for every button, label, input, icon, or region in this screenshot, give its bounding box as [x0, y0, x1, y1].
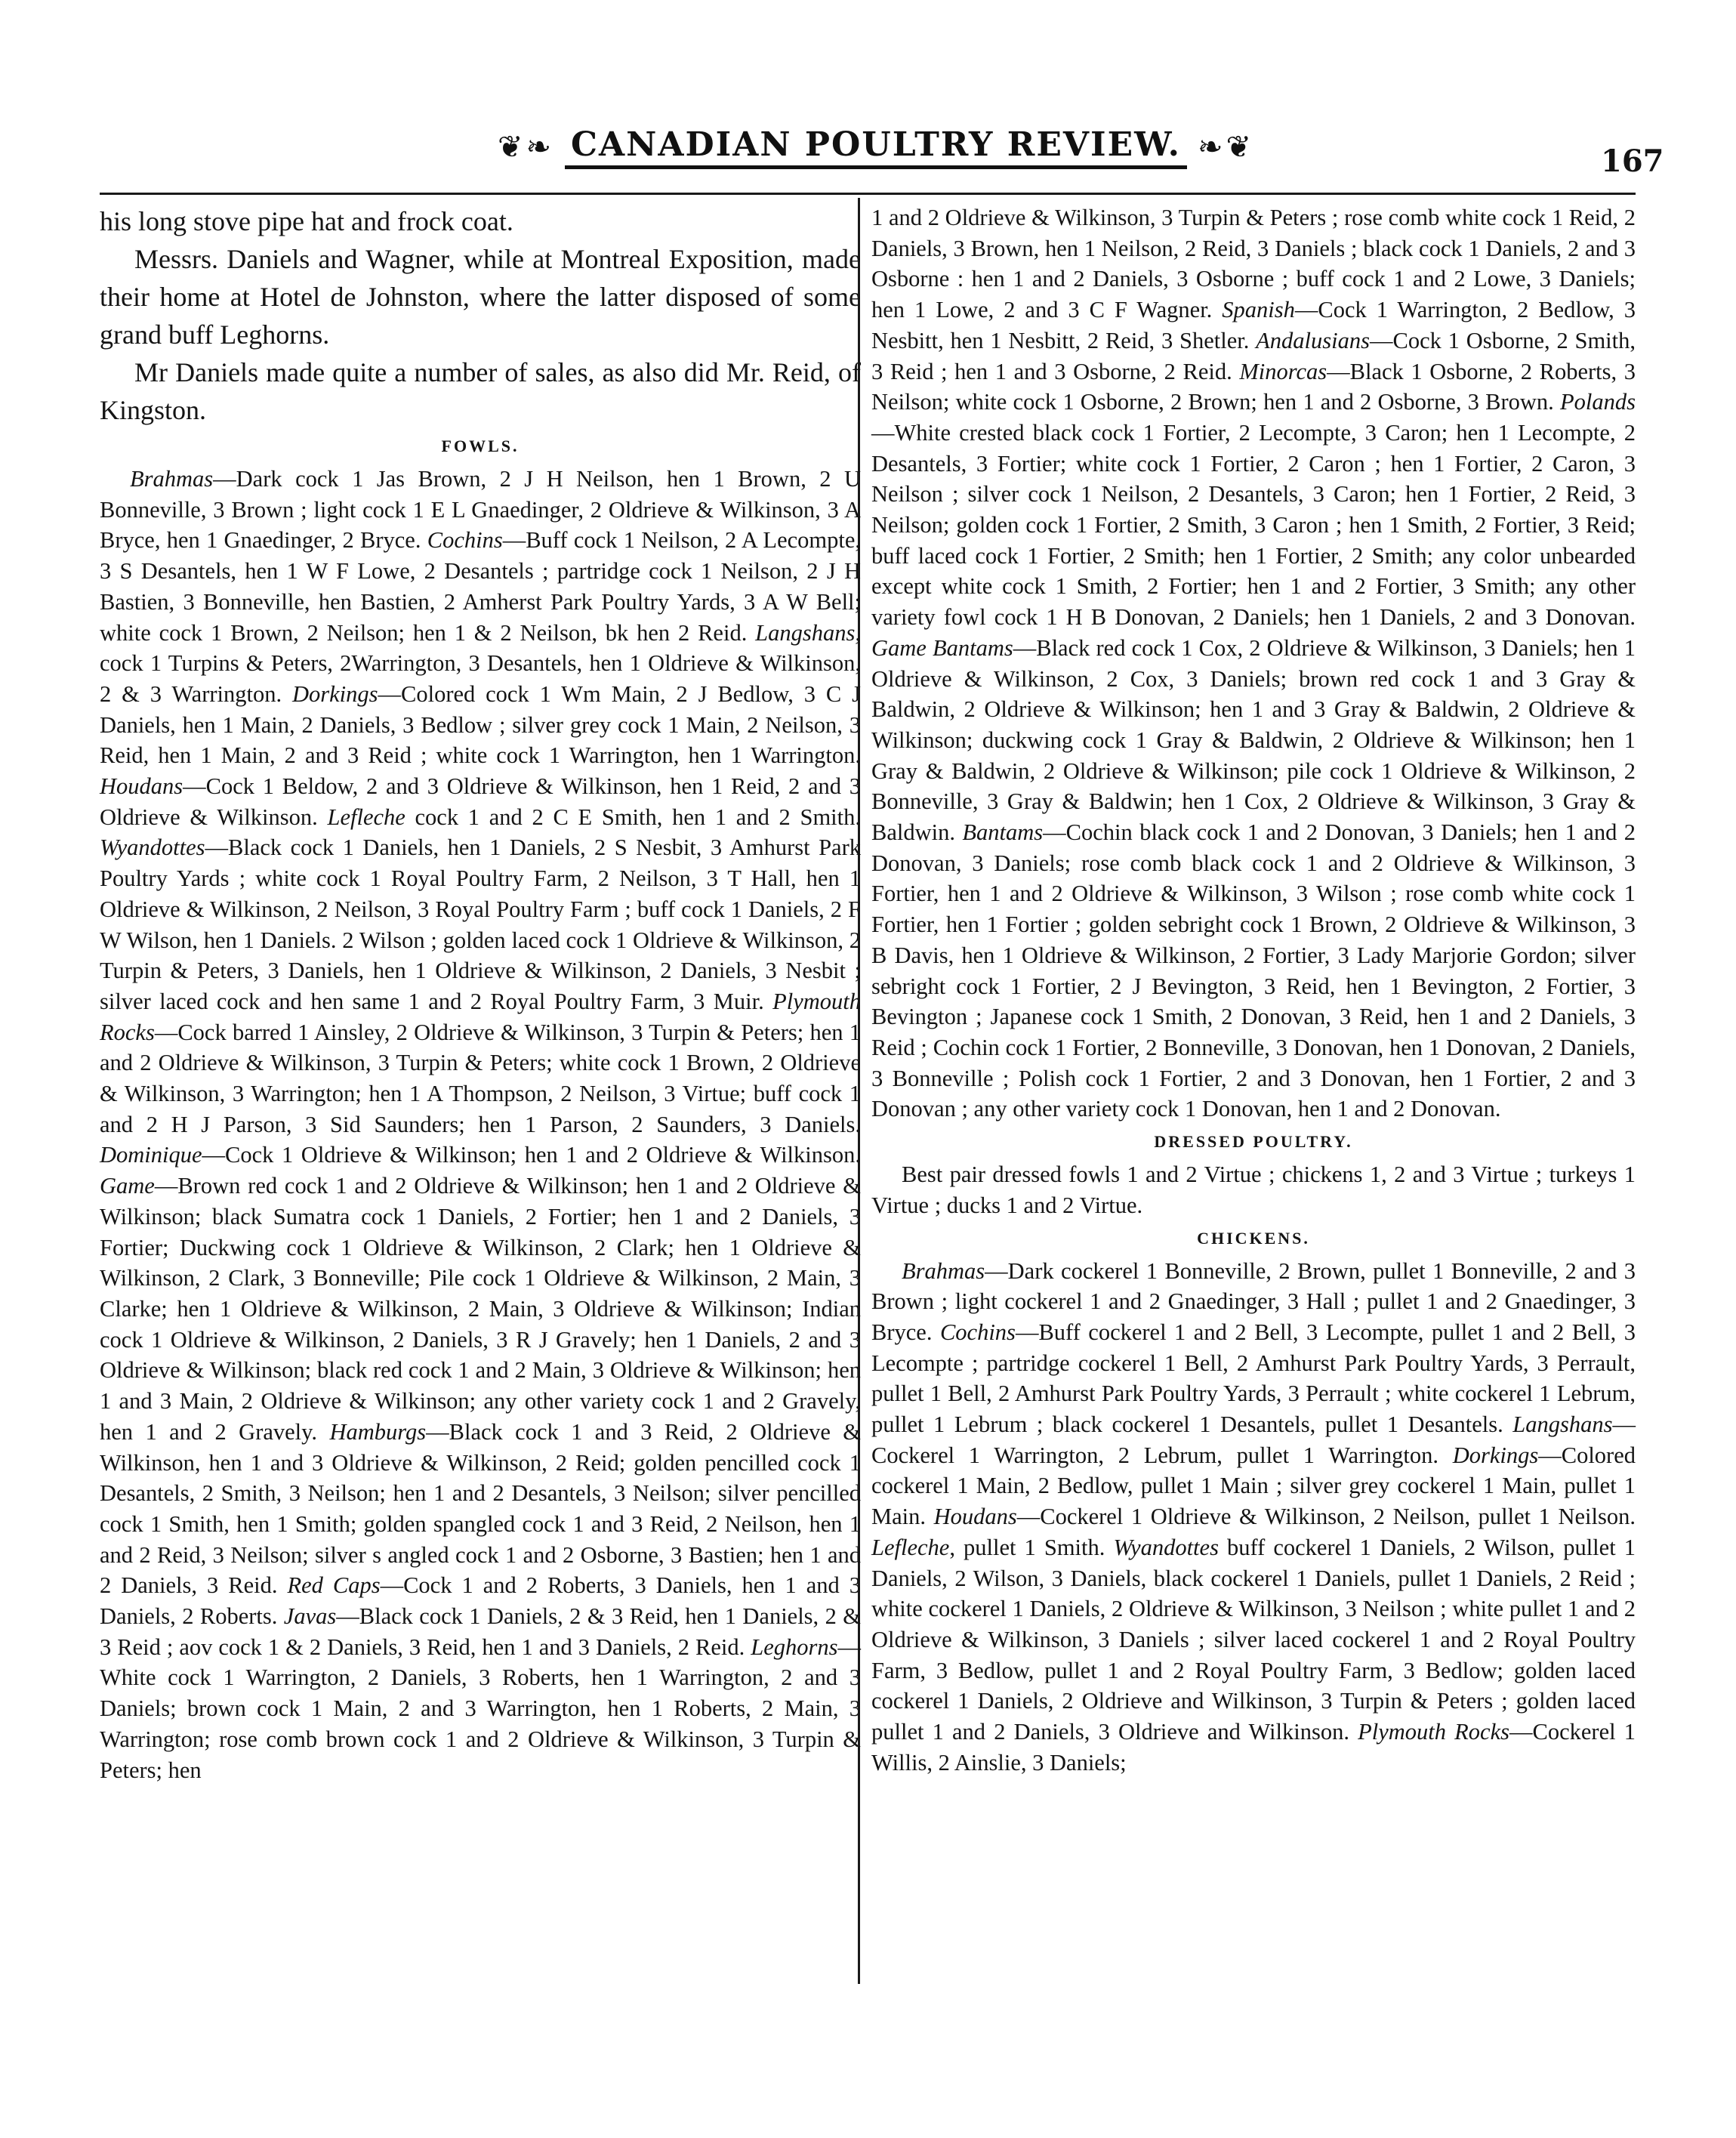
breed-category: Plymouth Rocks: [1358, 1719, 1509, 1745]
breed-category: Houdans: [100, 773, 183, 800]
award-list: —Black cock 1 Daniels, 2 & 3 Reid, hen 1 Daniels, 2 & 3 Reid ; aov cock 1 & 2 Daniels, 3 Reid, hen 1 and 3 Daniels, 2 Reid.: [100, 1603, 861, 1660]
award-list: —Buff cockerel 1 and 2 Bell, 3 Lecompte, pullet 1 and 2 Bell, 3 Lecompte ; partridge cockerel 1 Bell, 2 Amhurst Park Poultry Yards, 3 Perrault, pullet 1 Bell, 2 Amhurst Park Poultry Yards, 3 Perrault ; white cockerel 1 Lebrum, pullet 1 Lebrum ; black cockerel 1 Desantels, pullet 1 Desantels.: [871, 1319, 1636, 1438]
award-list: —Cock 1 Beldow, 2 and 3 Oldrieve & Wilkinson, hen 1 Reid, 2 and 3 Oldrieve & Wilkinson.: [100, 773, 861, 830]
breed-category: Langshans,: [755, 619, 861, 646]
award-list: —Cockerel 1 Willis, 2 Ainslie, 3 Daniels;: [871, 1719, 1636, 1775]
award-list: —White cock 1 Warrington, 2 Daniels, 3 Roberts, hen 1 Warrington, 2 and 3 Daniels; brown cock 1 Main, 2 and 3 Warrington, hen 1 Roberts, 2 Main, 3 Warrington; rose comb brown cock 1 and 2 Oldrieve & Wilkinson, 3 Turpin & Peters; hen: [100, 1634, 861, 1783]
award-list: —Colored cockerel 1 Main, 2 Bedlow, pullet 1 Main ; silver grey cockerel 1 Main, pullet 1 Main.: [871, 1442, 1636, 1530]
award-list: —Dark cock 1 Jas Brown, 2 J H Neilson, hen 1 Brown, 2 U Bonneville, 3 Brown ; light cock 1 E L Gnaedinger, 2 Oldrieve & Wilkinson, 3 A Bryce, hen 1 Gnaedinger, 2 Bryce.: [100, 466, 861, 554]
award-list: —Cock 1 Oldrieve & Wilkinson; hen 1 and 2 Oldrieve & Wilkinson.: [202, 1142, 861, 1168]
award-list: —Buff cock 1 Neilson, 2 A Lecompte, 3 S Desantels, hen 1 W F Lowe, 2 Desantels ; partridge cock 1 Neilson, 2 J H Bastien, 3 Bonneville, hen Bastien, 2 Amherst Park Poultry Yards, 3 A W Bell; white cock 1 Brown, 2 Neilson; hen 1 & 2 Neilson, bk hen 2 Reid.: [100, 527, 861, 646]
breed-category: Javas: [283, 1603, 337, 1630]
award-list: cock 1 Turpins & Peters, 2Warrington, 3 Desantels, hen 1 Oldrieve & Wilkinson, 2 & 3 Warrington.: [100, 650, 861, 707]
award-list: —Dark cockerel 1 Bonneville, 2 Brown, pullet 1 Bonneville, 2 and 3 Brown ; light cockerel 1 and 2 Gnaedinger, 3 Hall ; pullet 1 and 2 Gnaedinger, 3 Bryce.: [871, 1257, 1636, 1345]
fowls-results-right: [871, 202, 1636, 1125]
award-list: —White crested black cock 1 Fortier, 2 Lecompte, 3 Caron; hen 1 Lecompte, 2 Desantels, 3 Fortier; white cock 1 Fortier, 2 Caron ; hen 1 Fortier, 2 Caron, 3 Neilson ; silver cock 1 Neilson, 2 Desantels, 3 Caron; hen 1 Fortier, 2 Reid, 3 Neilson; golden cock 1 Fortier, 2 Smith, 3 Caron ; hen 1 Smith, 2 Fortier, 3 Reid; buff laced cock 1 Fortier, 2 Smith; hen 1 Fortier, 2 Smith; any color unbearded except white cock 1 Smith, 2 Fortier; hen 1 and 2 Fortier, 3 Smith; any other variety fowl cock 1 H B Donovan, 2 Daniels; hen 1 Daniels, 2 and 3 Donovan.: [871, 419, 1636, 631]
header-rule: [100, 193, 1636, 195]
breed-category: Game Bantams: [871, 634, 1013, 661]
award-list: —Colored cock 1 Wm Main, 2 J Bedlow, 3 C J Daniels, hen 1 Main, 2 Daniels, 3 Bedlow ; silver grey cock 1 Main, 2 Neilson, 3 Reid, hen 1 Main, 2 and 3 Reid ; white cock 1 Warrington, hen 1 Warrington.: [100, 680, 861, 769]
section-heading-chickens: CHICKENS.: [1197, 1228, 1310, 1248]
fowls-results-left: [100, 464, 861, 1785]
breed-category: Brahmas: [130, 466, 214, 492]
breed-category: Wyandottes: [100, 835, 205, 861]
chickens-results: [871, 1256, 1636, 1779]
breed-category: Hamburgs: [329, 1418, 427, 1445]
award-list: —Cochin black cock 1 and 2 Donovan, 3 Daniels; hen 1 and 2 Donovan, 3 Daniels; rose comb black cock 1 and 2 Oldrieve & Wilkinson, 3 Fortier, hen 1 and 2 Oldrieve & Wilkinson, 3 Wilson ; rose comb white cock 1 Fortier, hen 1 Fortier ; golden sebright cock 1 Brown, 2 Oldrieve & Wilkinson, 3 B Davis, hen 1 Oldrieve & Wilkinson, 2 Fortier, 3 Lady Marjorie Gordon; silver sebright cock 1 Fortier, 2 J Bevington, 3 Reid, hen 1 Bevington, 2 Fortier, 3 Bevington ; Japanese cock 1 Smith, 2 Donovan, 3 Reid, hen 1 and 2 Daniels, 3 Reid ; Cochin cock 1 Fortier, 2 Bonneville, 3 Donovan, hen 1 Donovan, 2 Daniels, 3 Bonneville ; Polish cock 1 Fortier, 2 and 3 Donovan, hen 1 Fortier, 2 and 3 Donovan ; any other variety cock 1 Donovan, hen 1 and 2 Donovan.: [871, 819, 1636, 1122]
ornament-right-icon: ❧❦: [1198, 130, 1255, 165]
award-list: —Cock barred 1 Ainsley, 2 Oldrieve & Wilkinson, 3 Turpin & Peters; hen 1 and 2 Oldrieve & Wilkinson, 3 Turpin & Peters; white cock 1 Brown, 2 Oldrieve & Wilkinson, 3 Warrington; hen 1 A Thompson, 2 Neilson, 3 Virtue; buff cock 1 and 2 H J Parson, 3 Sid Saunders; hen 1 Parson, 2 Saunders, 3 Daniels.: [100, 1019, 861, 1137]
award-list: —Black cock 1 and 3 Reid, 2 Oldrieve & Wilkinson, hen 1 and 3 Oldrieve & Wilkinson, 2 Reid; golden pencilled cock 1 Desantels, 2 Smith, 3 Neilson; hen 1 and 2 Desantels, 3 Neilson; silver pencilled cock 1 Smith, hen 1 Smith; golden spangled cock 1 and 3 Reid, 2 Neilson, hen 1 and 2 Reid, 3 Neilson; silver s angled cock 1 and 2 Osborne, 3 Bastien; hen 1 and 2 Daniels, 3 Reid.: [100, 1418, 861, 1599]
breed-category: Dorkings: [1452, 1442, 1539, 1468]
breed-category: Bantams: [962, 819, 1044, 846]
section-heading-dressed-poultry: DRESSED POULTRY.: [1154, 1132, 1353, 1152]
award-list: cock 1 and 2 C E Smith, hen 1 and 2 Smith.: [405, 804, 861, 830]
award-list: 1 and 2 Oldrieve & Wilkinson, 3 Turpin & Peters ; rose comb white cock 1 Reid, 2 Daniels, 3 Brown, hen 1 Neilson, 2 Reid, 3 Daniels ; black cock 1 Daniels, 2 and 3 Osborne : hen 1 and 2 Daniels, 3 Osborne ; buff cock 1 and 2 Lowe, 3 Daniels; hen 1 Lowe, 2 and 3 C F Wagner.: [871, 205, 1636, 323]
award-list: , pullet 1 Smith.: [949, 1534, 1114, 1560]
award-list: —Black cock 1 Daniels, hen 1 Daniels, 2 S Nesbit, 3 Amhurst Park Poultry Yards ; white cock 1 Royal Poultry Farm, 2 Neilson, 3 T Hall, hen 1 Oldrieve & Wilkinson, 2 Neilson, 3 Royal Poultry Farm ; buff cock 1 Daniels, 2 F W Wilson, hen 1 Daniels. 2 Wilson ; golden laced cock 1 Oldrieve & Wilkinson, 2 Turpin & Peters, 3 Daniels, hen 1 Oldrieve & Wilkinson, 2 Daniels, 3 Nesbit ; silver laced cock and hen same 1 and 2 Royal Poultry Farm, 3 Muir.: [100, 835, 861, 1014]
award-list: —Brown red cock 1 and 2 Oldrieve & Wilkinson; hen 1 and 2 Oldrieve & Wilkinson; black Sumatra cock 1 Daniels, 2 Fortier; hen 1 and 2 Daniels, 3 Fortier; Duckwing cock 1 Oldrieve & Wilkinson, 2 Clark; hen 1 Oldrieve & Wilkinson, 2 Clark, 3 Bonneville; Pile cock 1 Oldrieve & Wilkinson, 2 Main, 3 Clarke; hen 1 Oldrieve & Wilkinson, 2 Main, 3 Oldrieve & Wilkinson; Indian cock 1 Oldrieve & Wilkinson, 2 Daniels, 3 R J Gravely; hen 1 Daniels, 2 and 3 Oldrieve & Wilkinson; black red cock 1 and 2 Main, 3 Oldrieve & Wilkinson; hen 1 and 3 Main, 2 Oldrieve & Wilkinson; any other variety cock 1 and 2 Gravely, hen 1 and 2 Gravely.: [100, 1173, 861, 1445]
masthead: [497, 113, 1255, 181]
breed-category: Cochins: [939, 1319, 1016, 1345]
page-number: 167: [1601, 143, 1664, 179]
breed-category: Minorcas: [1239, 358, 1327, 384]
intro-line-1: his long stove pipe hat and frock coat.: [100, 206, 513, 236]
ornament-left-icon: ❦❧: [497, 130, 554, 165]
breed-category: Wyandottes: [1113, 1534, 1219, 1560]
award-list: buff cockerel 1 Daniels, 2 Wilson, pullet 1 Daniels, 2 Wilson, 3 Daniels, black cockerel 1 Daniels, pullet 1 Daniels, 2 Reid ; white cockerel 1 Daniels, 2 Oldrieve & Wilkinson, 3 Neilson ; white pullet 1 and 2 Oldrieve & Wilkinson, 3 Daniels ; silver laced cockerel 1 and 2 Royal Poultry Farm, 3 Bedlow, pullet 1 and 2 Royal Poultry Farm, 3 Bedlow; golden laced cockerel 1 Daniels, 2 Oldrieve and Wilkinson, 3 Turpin & Peters ; golden laced pullet 1 and 2 Daniels, 3 Oldrieve and Wilkinson.: [871, 1534, 1636, 1745]
breed-category: Dorkings: [291, 680, 378, 707]
breed-category: Plymouth Rocks: [100, 988, 861, 1045]
breed-category: Langshans: [1512, 1411, 1613, 1438]
breed-category: Red Caps: [287, 1572, 381, 1599]
intro-paragraph-3: Mr Daniels made quite a number of sales, as also did Mr. Reid, of Kingston.: [100, 357, 861, 425]
dressed-poultry-results: Best pair dressed fowls 1 and 2 Virtue ; chickens 1, 2 and 3 Virtue ; turkeys 1 Virtue ; ducks 1 and 2 Virtue.: [871, 1162, 1636, 1218]
breed-category: Houdans: [933, 1504, 1017, 1530]
breed-category: Polands: [1560, 389, 1636, 415]
breed-category: Brahmas: [902, 1257, 985, 1284]
breed-category: Lefleche: [327, 804, 405, 830]
intro-paragraph-2: Messrs. Daniels and Wagner, while at Montreal Exposition, made their home at Hotel de Johnston, where the latter disposed of some grand buff Leghorns.: [100, 244, 861, 350]
breed-category: Game: [100, 1173, 155, 1199]
breed-category: Spanish: [1222, 297, 1295, 323]
publication-title: CANADIAN POULTRY REVIEW.: [565, 125, 1187, 169]
breed-category: Lefleche: [871, 1534, 950, 1560]
breed-category: Leghorns: [751, 1634, 838, 1660]
award-list: —Cock 1 Warrington, 2 Bedlow, 3 Nesbitt, hen 1 Nesbitt, 2 Reid, 3 Shetler.: [871, 297, 1636, 353]
breed-category: Andalusians: [1256, 327, 1370, 353]
breed-category: Dominique: [100, 1142, 202, 1168]
section-heading-fowls: FOWLS.: [441, 437, 520, 455]
award-list: —Black red cock 1 Cox, 2 Oldrieve & Wilkinson, 3 Daniels; hen 1 Oldrieve & Wilkinson, 2 Cox, 3 Daniels; brown red cock 1 and 3 Gray & Baldwin, 2 Oldrieve & Wilkinson; hen 1 and 3 Gray & Baldwin, 2 Oldrieve & Wilkinson; duckwing cock 1 Gray & Baldwin, 2 Oldrieve & Wilkinson; hen 1 Gray & Baldwin, 2 Oldrieve & Wilkinson; pile cock 1 Oldrieve & Wilkinson, 2 Bonneville, 3 Gray & Baldwin; hen 1 Cox, 2 Oldrieve & Wilkinson, 3 Gray & Baldwin.: [871, 634, 1636, 846]
award-list: —Cockerel 1 Oldrieve & Wilkinson, 2 Neilson, pullet 1 Neilson.: [1016, 1504, 1636, 1530]
left-column: [100, 202, 861, 1785]
right-column: [871, 202, 1636, 1778]
award-list: —Cock 1 and 2 Roberts, 3 Daniels, hen 1 and 3 Daniels, 2 Roberts.: [100, 1572, 861, 1630]
award-list: —Black 1 Osborne, 2 Roberts, 3 Neilson; white cock 1 Osborne, 2 Brown; hen 1 and 2 Osborne, 3 Brown.: [871, 358, 1636, 415]
award-list: —Cock 1 Osborne, 2 Smith, 3 Reid ; hen 1 and 3 Osborne, 2 Reid.: [871, 327, 1636, 384]
breed-category: Cochins: [427, 527, 503, 554]
award-list: —Cockerel 1 Warrington, 2 Lebrum, pullet 1 Warrington.: [871, 1411, 1636, 1468]
